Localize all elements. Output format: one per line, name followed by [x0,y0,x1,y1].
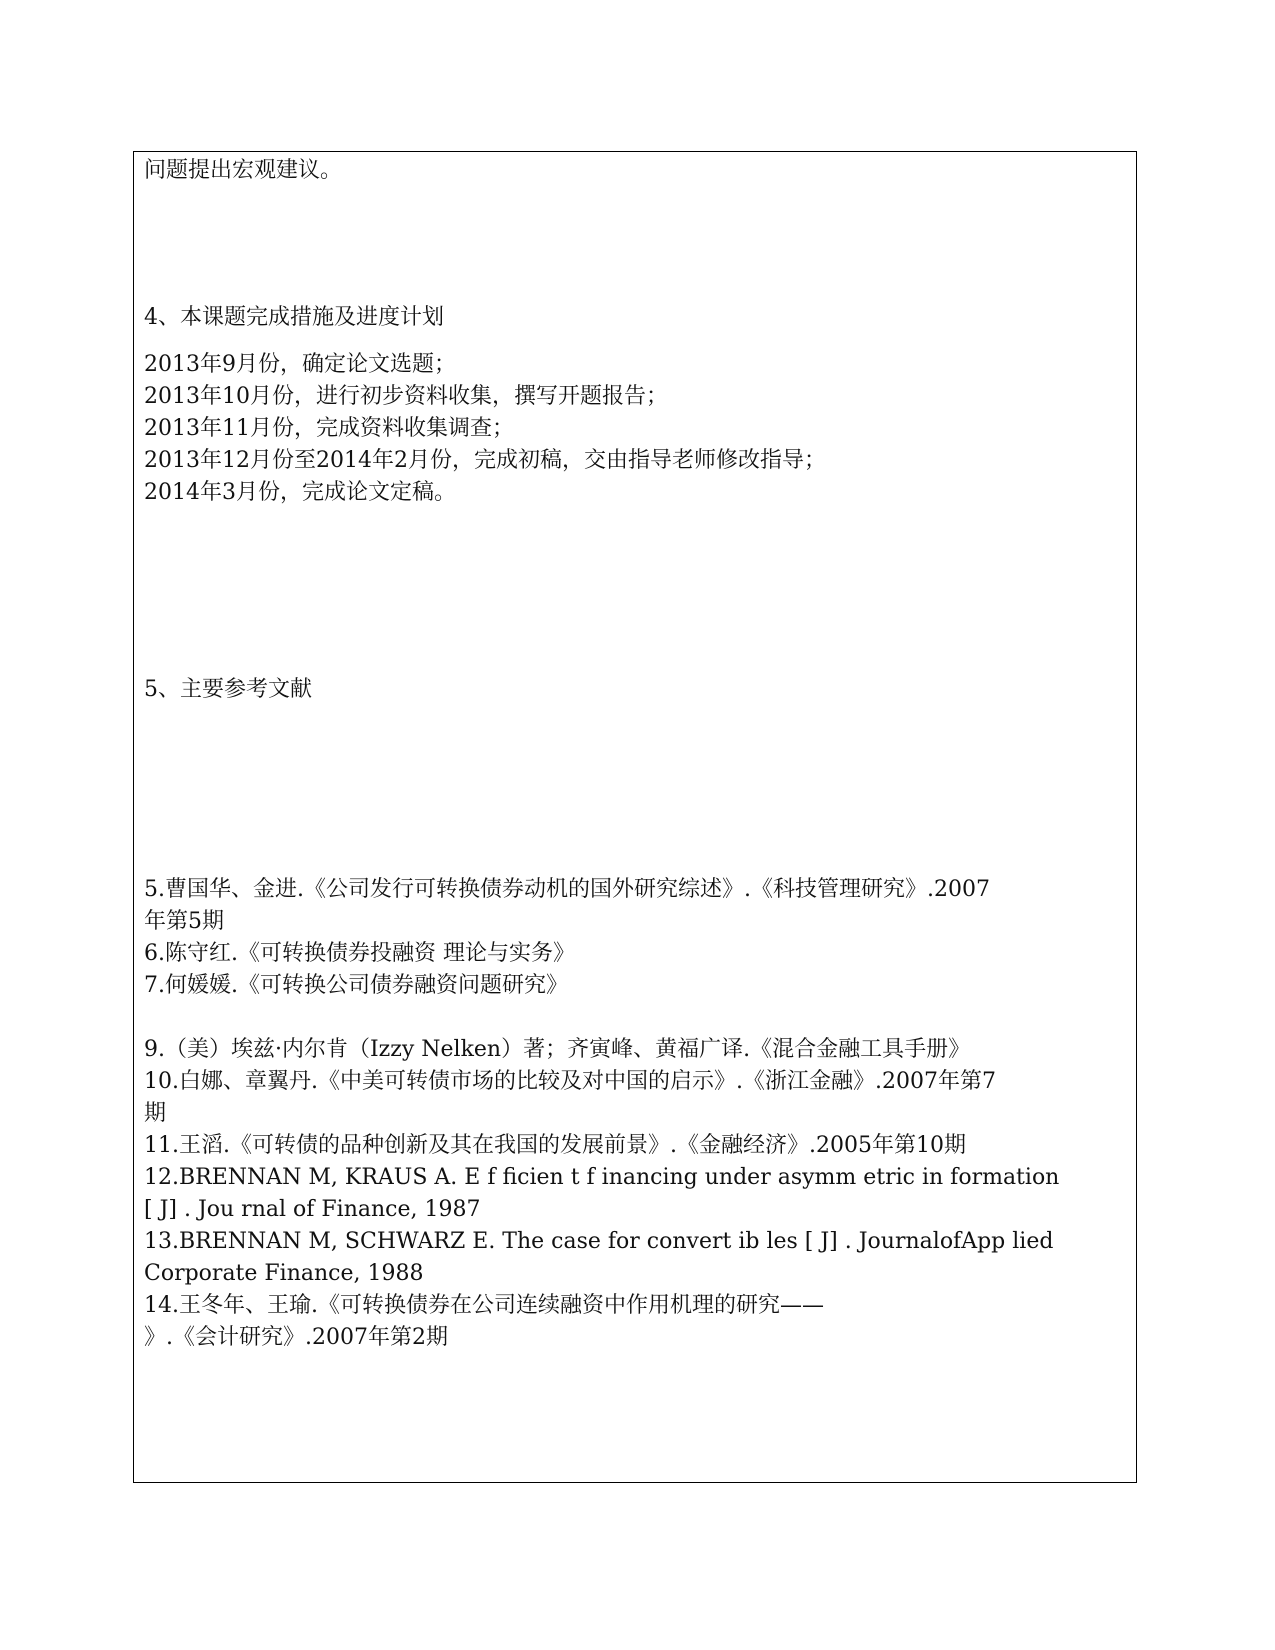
schedule-item: 2013年10月份，进行初步资料收集，撰写开题报告； [144,384,668,409]
reference-item: 7.何媛媛.《可转换公司债券融资问题研究》 [144,973,568,998]
reference-item: 5.曹国华、金进.《公司发行可转换债券动机的国外研究综述》.《科技管理研究》.2007 [144,877,990,902]
intro-tail-text: 问题提出宏观建议。 [144,158,343,183]
reference-item-continued: [ J] . Jou rnal of Finance, 1987 [144,1197,481,1222]
schedule-item: 2013年12月份至2014年2月份，完成初稿，交由指导老师修改指导； [144,448,826,473]
reference-item: 10.白娜、章翼丹.《中美可转债市场的比较及对中国的启示》.《浙江金融》.2007年第7 [144,1069,996,1094]
schedule-item: 2013年9月份，确定论文选题； [144,352,456,377]
reference-item: 13.BRENNAN M, SCHWARZ E. The case for convert ib les [ J] . JournalofApp lied [144,1229,1054,1254]
section-5-heading: 5、主要参考文献 [144,677,312,702]
reference-item-continued: 年第5期 [144,909,224,934]
section-4-heading: 4、本课题完成措施及进度计划 [144,305,444,330]
reference-item-continued: 期 [144,1101,167,1126]
reference-item: 9.（美）埃兹·内尔肯（Izzy Nelken）著；齐寅峰、黄福广译.《混合金融工具手册》 [144,1037,971,1062]
reference-item: 11.王滔.《可转债的品种创新及其在我国的发展前景》.《金融经济》.2005年第10期 [144,1133,966,1158]
reference-item-continued: 》.《会计研究》.2007年第2期 [144,1325,448,1350]
reference-item: 12.BRENNAN M, KRAUS A. E f ficien t f inancing under asymm etric in formation [144,1165,1060,1190]
schedule-item: 2014年3月份，完成论文定稿。 [144,480,456,505]
reference-item: 6.陈守红.《可转换债券投融资 理论与实务》 [144,941,575,966]
reference-item-continued: Corporate Finance, 1988 [144,1261,424,1286]
reference-item: 14.王冬年、王瑜.《可转换债券在公司连续融资中作用机理的研究—— [144,1293,824,1318]
schedule-item: 2013年11月份，完成资料收集调查； [144,416,514,441]
